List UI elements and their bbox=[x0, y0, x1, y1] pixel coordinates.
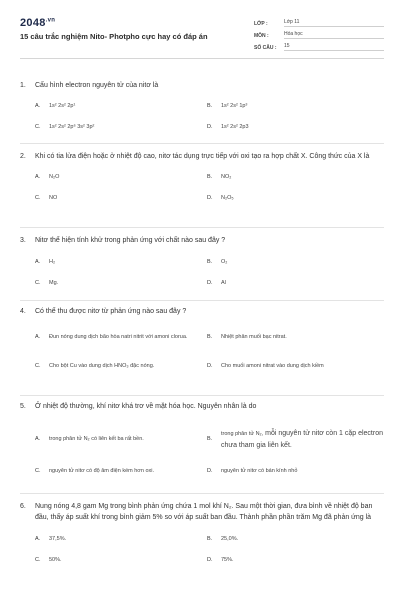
question-2 bbox=[20, 151, 384, 208]
option-text: 75%. bbox=[221, 556, 234, 563]
meta-key: SỐ CÂU : bbox=[254, 45, 277, 51]
option-d[interactable] bbox=[207, 272, 384, 293]
question-text: Ở nhiệt độ thường, khí nitơ khá trơ về mặt hóa học. Nguyên nhân là do bbox=[35, 403, 257, 410]
option-text: Al bbox=[221, 279, 226, 286]
question-number: 2. bbox=[20, 153, 26, 160]
option-letter: C. bbox=[35, 556, 41, 563]
logo-suffix: .vn bbox=[45, 17, 56, 24]
question-text: Nitơ thể hiện tính khử trong phản ứng với chất nào sau đây ? bbox=[35, 237, 226, 244]
option-d[interactable] bbox=[207, 549, 384, 570]
option-letter: A. bbox=[35, 333, 41, 340]
option-letter: B. bbox=[207, 436, 213, 442]
option-text: 1s² 2s² 2p3 bbox=[221, 123, 249, 130]
question-text: Cấu hình electron nguyên tử của nitơ là bbox=[35, 82, 159, 89]
option-text: 1s² 2s² 1p³ bbox=[221, 102, 248, 109]
option-letter: D. bbox=[207, 556, 213, 563]
question-text: Khi có tia lửa điện hoặc ở nhiệt độ cao, nitơ tác dụng trực tiếp với oxi tạo ra hợp chất X. Công thức của X là bbox=[35, 153, 370, 160]
option-d[interactable] bbox=[207, 116, 384, 137]
option-a[interactable] bbox=[35, 418, 207, 460]
option-text: Mg. bbox=[49, 279, 59, 286]
question-4 bbox=[20, 306, 384, 382]
option-a[interactable] bbox=[35, 528, 207, 549]
meta-key: LỚP : bbox=[254, 21, 268, 27]
option-a[interactable] bbox=[35, 166, 207, 187]
meta-value: 15 bbox=[284, 43, 384, 51]
option-letter: B. bbox=[207, 333, 213, 340]
option-c[interactable] bbox=[35, 460, 207, 481]
option-text-prefix: trong phân tử N₂, bbox=[221, 430, 264, 437]
header-divider bbox=[20, 58, 384, 59]
option-text: Nhiệt phân muối bạc nitrat. bbox=[221, 333, 287, 340]
question-text: Nung nóng 4,8 gam Mg trong bình phản ứng chứa 1 mol khí N₂. Sau một thời gian, đưa bình về nhiệt độ ban đầu, thấy áp suất khí trong bình giảm 5% so với áp suất ban đầu. Thành phần phần trăm Mg đã phản ứng là bbox=[35, 503, 373, 521]
question-divider bbox=[20, 493, 384, 494]
question-divider bbox=[20, 227, 384, 228]
option-text: 50%. bbox=[49, 556, 62, 563]
question-number: 5. bbox=[20, 403, 26, 410]
option-b[interactable] bbox=[207, 95, 384, 116]
question-text: Có thể thu được nitơ từ phản ứng nào sau đây ? bbox=[35, 308, 187, 315]
option-a[interactable] bbox=[35, 251, 207, 272]
option-letter: C. bbox=[35, 123, 41, 130]
question-1 bbox=[20, 80, 384, 137]
meta-value: Lớp 11 bbox=[284, 19, 384, 27]
option-text: 1s² 2s² 2p⁶ 3s² 3p² bbox=[49, 123, 95, 130]
meta-row-class bbox=[254, 15, 384, 27]
document-title: 15 câu trắc nghiệm Nito- Photpho cực hay có đáp án bbox=[20, 32, 208, 41]
question-divider bbox=[20, 300, 384, 301]
meta-key: MÔN : bbox=[254, 33, 269, 39]
meta-row-count bbox=[254, 39, 384, 51]
option-b[interactable] bbox=[207, 528, 384, 549]
option-letter: A. bbox=[35, 258, 41, 265]
option-b[interactable] bbox=[207, 166, 384, 187]
option-letter: C. bbox=[35, 279, 41, 286]
question-number: 4. bbox=[20, 308, 26, 315]
question-divider bbox=[20, 395, 384, 396]
option-a[interactable] bbox=[35, 323, 207, 350]
option-letter: D. bbox=[207, 363, 213, 369]
question-number: 3. bbox=[20, 237, 26, 244]
option-text: trong phân tử N₂ có liên kết ba rất bền. bbox=[49, 436, 144, 442]
option-text: 25,0%. bbox=[221, 535, 239, 542]
option-b[interactable] bbox=[207, 251, 384, 272]
option-letter: C. bbox=[35, 467, 41, 474]
meta-info bbox=[254, 15, 384, 51]
option-text-main: mỗi nguyên tử nitơ còn 1 cặp electron chưa tham gia liên kết. bbox=[221, 429, 383, 449]
option-letter: D. bbox=[207, 279, 213, 286]
option-letter: D. bbox=[207, 194, 213, 201]
option-d[interactable] bbox=[207, 350, 384, 382]
option-d[interactable] bbox=[207, 460, 384, 481]
question-3 bbox=[20, 235, 384, 293]
site-logo[interactable] bbox=[20, 17, 55, 29]
option-b[interactable] bbox=[207, 323, 384, 350]
question-number: 1. bbox=[20, 82, 26, 89]
option-c[interactable] bbox=[35, 116, 207, 137]
option-text: Đun nóng dung dịch bão hòa natri nitrit với amoni clorua. bbox=[49, 333, 188, 340]
option-c[interactable] bbox=[35, 549, 207, 570]
option-text: nguyên tử nitơ có bán kính nhỏ bbox=[221, 467, 298, 474]
option-text: O₂ bbox=[221, 258, 228, 265]
question-6 bbox=[20, 501, 384, 570]
option-letter: A. bbox=[35, 173, 41, 180]
option-a[interactable] bbox=[35, 95, 207, 116]
option-text: H₂ bbox=[49, 258, 56, 265]
option-c[interactable] bbox=[35, 350, 207, 382]
meta-value: Hóa học bbox=[284, 31, 384, 39]
option-text: Cho muối amoni nitrat vào dung dịch kiềm bbox=[221, 363, 324, 369]
option-letter: C. bbox=[35, 194, 41, 201]
option-letter: A. bbox=[35, 535, 41, 542]
option-text: 1s² 2s² 2p¹ bbox=[49, 102, 76, 109]
option-letter: D. bbox=[207, 123, 213, 130]
option-letter: B. bbox=[207, 258, 213, 265]
logo-text: 2048 bbox=[20, 17, 46, 29]
option-text: Cho bột Cu vào dung dịch HNO₃ đặc nóng. bbox=[49, 363, 155, 369]
option-text: N₂O bbox=[49, 173, 60, 180]
question-5 bbox=[20, 401, 384, 481]
option-b[interactable] bbox=[207, 418, 384, 460]
option-text: NO₂ bbox=[221, 173, 232, 180]
option-text: nguyên tử nitơ có độ âm điện kém hơn oxi. bbox=[49, 467, 155, 474]
option-d[interactable] bbox=[207, 187, 384, 208]
option-text: NO bbox=[49, 194, 58, 201]
meta-row-subject bbox=[254, 27, 384, 39]
question-number: 6. bbox=[20, 503, 26, 510]
option-text bbox=[221, 428, 384, 451]
option-letter: B. bbox=[207, 102, 213, 109]
option-c[interactable] bbox=[35, 272, 207, 293]
option-letter: B. bbox=[207, 535, 213, 542]
option-letter: D. bbox=[207, 467, 213, 474]
option-letter: A. bbox=[35, 102, 41, 109]
question-divider bbox=[20, 143, 384, 144]
option-text: N₂O₅ bbox=[221, 194, 234, 201]
option-c[interactable] bbox=[35, 187, 207, 208]
option-letter: B. bbox=[207, 173, 213, 180]
option-letter: A. bbox=[35, 436, 41, 442]
option-letter: C. bbox=[35, 363, 41, 369]
option-text: 37,5%. bbox=[49, 535, 67, 542]
